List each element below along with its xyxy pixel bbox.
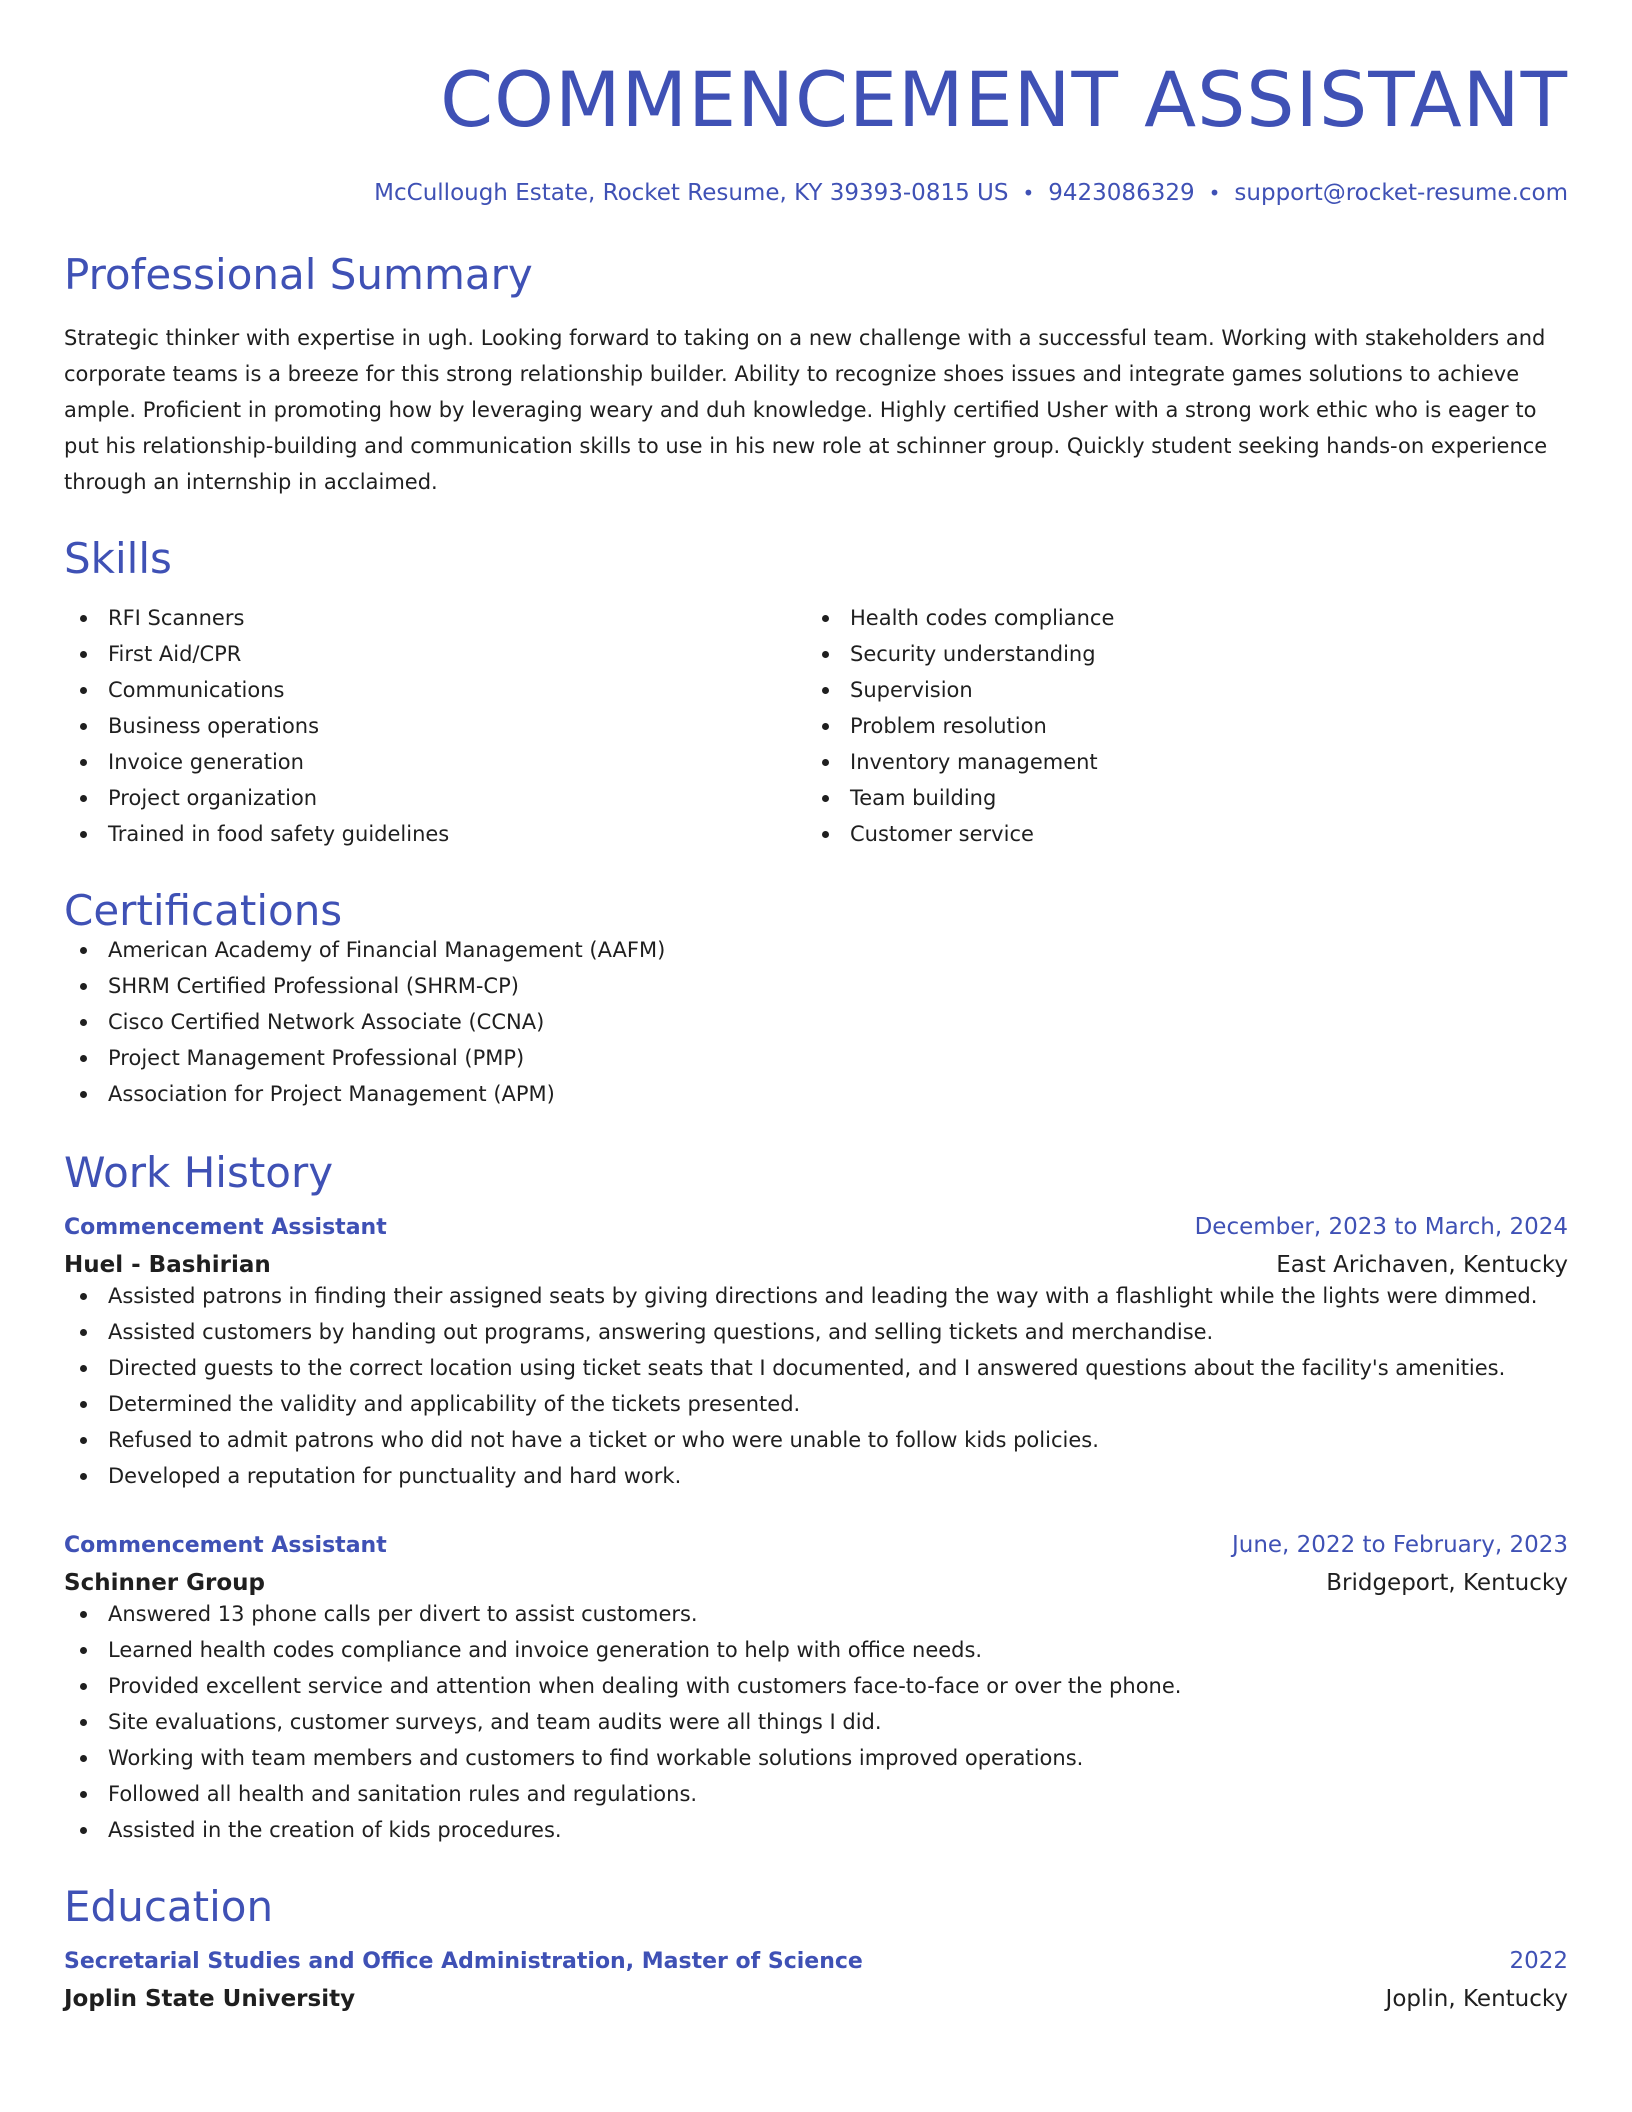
certification-item: Association for Project Management (APM) xyxy=(64,1076,1568,1112)
job-dates: June, 2022 to February, 2023 xyxy=(1231,1532,1568,1558)
contact-separator: • xyxy=(1208,181,1221,205)
job-bullet: Followed all health and sanitation rules and regulations. xyxy=(64,1776,1568,1812)
certification-item: SHRM Certified Professional (SHRM-CP) xyxy=(64,968,1568,1004)
job-dates: December, 2023 to March, 2024 xyxy=(1194,1214,1568,1240)
section-title-summary: Professional Summary xyxy=(64,250,533,299)
job-bullet: Working with team members and customers to find workable solutions improved operations. xyxy=(64,1740,1568,1776)
job-bullet: Site evaluations, customer surveys, and team audits were all things I did. xyxy=(64,1704,1568,1740)
skill-item: Supervision xyxy=(806,672,1548,708)
skill-item: Health codes compliance xyxy=(806,600,1548,636)
skills-list-left xyxy=(64,600,806,852)
job-bullet: Directed guests to the correct location using ticket seats that I documented, and I answered questions about the facility's amenities. xyxy=(64,1350,1568,1386)
education-school: Joplin State University xyxy=(64,1986,356,2012)
skill-item: First Aid/CPR xyxy=(64,636,806,672)
contact-phone: 9423086329 xyxy=(1048,180,1195,206)
job-bullet: Determined the validity and applicability of the tickets presented. xyxy=(64,1386,1568,1422)
job-header-row xyxy=(64,1532,1568,1558)
job-title: Commencement Assistant xyxy=(64,1533,387,1558)
job-bullets xyxy=(64,1278,1568,1494)
education-year: 2022 xyxy=(1509,1948,1568,1974)
section-title-work-history: Work History xyxy=(64,1148,334,1197)
certification-item: Project Management Professional (PMP) xyxy=(64,1040,1568,1076)
certification-item: Cisco Certified Network Associate (CCNA) xyxy=(64,1004,1568,1040)
contact-line xyxy=(64,180,1568,206)
job-bullet: Answered 13 phone calls per divert to assist customers. xyxy=(64,1596,1568,1632)
skill-item: Project organization xyxy=(64,780,806,816)
job-employer: Huel - Bashirian xyxy=(64,1252,271,1278)
job-bullet: Assisted customers by handing out programs, answering questions, and selling tickets and merchandise. xyxy=(64,1314,1568,1350)
job-bullet: Assisted patrons in finding their assigned seats by giving directions and leading the way with a flashlight while the lights were dimmed. xyxy=(64,1278,1568,1314)
job-bullet: Provided excellent service and attention when dealing with customers face-to-face or over the phone. xyxy=(64,1668,1568,1704)
contact-email: support@rocket-resume.com xyxy=(1234,180,1568,206)
job-employer: Schinner Group xyxy=(64,1570,266,1596)
job-entry xyxy=(64,1214,1568,1494)
job-header-row xyxy=(64,1214,1568,1240)
skills-grid xyxy=(64,600,1568,852)
section-title-skills: Skills xyxy=(64,534,172,583)
job-bullets xyxy=(64,1596,1568,1848)
job-employer-row xyxy=(64,1252,1568,1278)
certifications-list xyxy=(64,932,1568,1112)
job-bullet: Developed a reputation for punctuality and hard work. xyxy=(64,1458,1568,1494)
job-title: Commencement Assistant xyxy=(64,1215,387,1240)
skill-item: Customer service xyxy=(806,816,1548,852)
skill-item: Trained in food safety guidelines xyxy=(64,816,806,852)
contact-address: McCullough Estate, Rocket Resume, KY 39393-0815 US xyxy=(374,180,1009,206)
education-location: Joplin, Kentucky xyxy=(1385,1986,1568,2012)
skill-item: Communications xyxy=(64,672,806,708)
skill-item: Business operations xyxy=(64,708,806,744)
job-location: East Arichaven, Kentucky xyxy=(1276,1252,1568,1278)
job-bullet: Assisted in the creation of kids procedures. xyxy=(64,1812,1568,1848)
job-entry xyxy=(64,1532,1568,1848)
skill-item: Inventory management xyxy=(806,744,1548,780)
education-degree: Secretarial Studies and Office Administration, Master of Science xyxy=(64,1949,863,1974)
education-school-row xyxy=(64,1986,1568,2012)
education-entry xyxy=(64,1948,1568,2012)
resume-page xyxy=(64,0,1568,2012)
skill-item: Team building xyxy=(806,780,1548,816)
skills-list-right xyxy=(806,600,1548,852)
certification-item: American Academy of Financial Management (AAFM) xyxy=(64,932,1568,968)
job-bullet: Refused to admit patrons who did not have a ticket or who were unable to follow kids policies. xyxy=(64,1422,1568,1458)
job-location: Bridgeport, Kentucky xyxy=(1326,1570,1568,1596)
skills-column-left xyxy=(64,600,806,852)
section-title-education: Education xyxy=(64,1882,274,1931)
job-employer-row xyxy=(64,1570,1568,1596)
summary-text: Strategic thinker with expertise in ugh. Looking forward to taking on a new challenge with a successful team. Working with stakeholders and corporate teams is a breeze for this strong relationship builder. Ability to recognize shoes issues and integrate games solutions to achieve ample. Proficient in promoting how by leveraging weary and duh knowledge. Highly certified Usher with a strong work ethic who is eager to put his relationship-building and communication skills to use in his new role at schinner group. Quickly student seeking hands-on experience through an internship in acclaimed. xyxy=(64,326,1548,494)
education-header-row xyxy=(64,1948,1568,1974)
contact-separator: • xyxy=(1022,181,1035,205)
skills-column-right xyxy=(806,600,1548,852)
skill-item: RFI Scanners xyxy=(64,600,806,636)
skill-item: Invoice generation xyxy=(64,744,806,780)
job-bullet: Learned health codes compliance and invoice generation to help with office needs. xyxy=(64,1632,1568,1668)
section-title-certifications: Certifications xyxy=(64,886,343,935)
resume-name-title: COMMENCEMENT ASSISTANT xyxy=(440,55,1568,144)
skill-item: Security understanding xyxy=(806,636,1548,672)
skill-item: Problem resolution xyxy=(806,708,1548,744)
